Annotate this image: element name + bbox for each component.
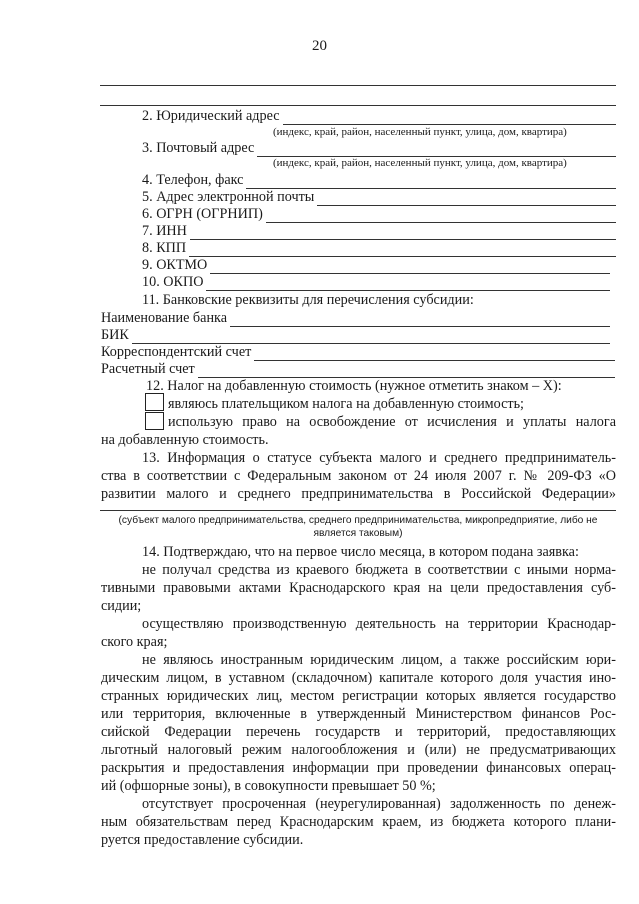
status-note-2: является таковым) <box>313 528 403 539</box>
legal-address-hint: (индекс, край, район, населенный пункт, улица, дом, квартира) <box>273 126 567 138</box>
settlement-account-label: Расчетный счет <box>101 361 195 377</box>
bik-field[interactable] <box>132 330 610 344</box>
confirm-line-4: сидии; <box>101 598 142 614</box>
email-row <box>142 189 616 206</box>
phone-fax-row <box>142 172 616 189</box>
oktmo-field[interactable] <box>210 260 610 274</box>
legal-address-row <box>142 108 616 125</box>
postal-address-row <box>142 140 616 157</box>
bank-name-field[interactable] <box>230 313 610 327</box>
vat-exempt-checkbox[interactable] <box>145 412 164 430</box>
bank-name-label: Наименование банка <box>101 310 228 326</box>
confirm-line-2: не получал средства из краевого бюджета в соответствии с иными норма- <box>142 562 616 578</box>
confirm-line-10: или территория, включенные в утвержденный Министерством финансов Рос- <box>101 706 616 722</box>
kpp-row <box>142 240 616 257</box>
confirm-line-14: ий (офшорные зоны), в совокупности превышает 50 %; <box>101 778 436 794</box>
postal-address-field[interactable] <box>257 143 616 157</box>
corr-account-row <box>101 344 615 361</box>
bik-label: БИК <box>101 327 129 343</box>
blank-line <box>100 105 616 106</box>
okpo-label: 10. ОКПО <box>142 274 204 290</box>
vat-exempt-label: использую право на освобождение от исчисления и уплаты налога <box>168 414 616 430</box>
ogrn-field[interactable] <box>266 209 616 223</box>
confirm-line-12: льготный налоговый режим налогообложения и (или) не предусматривающих <box>101 742 616 758</box>
legal-address-field[interactable] <box>283 111 616 125</box>
okpo-row <box>142 274 610 291</box>
bank-heading: 11. Банковские реквизиты для перечисления субсидии: <box>142 292 474 308</box>
confirm-line-6: ского края; <box>101 634 168 650</box>
status-field[interactable] <box>100 510 616 511</box>
ogrn-row <box>142 206 616 223</box>
oktmo-row <box>142 257 610 274</box>
kpp-field[interactable] <box>189 243 616 257</box>
phone-fax-field[interactable] <box>246 175 616 189</box>
corr-account-field[interactable] <box>254 347 615 361</box>
confirm-line-1: 14. Подтверждаю, что на первое число месяца, в котором подана заявка: <box>142 544 579 560</box>
settlement-account-row <box>101 361 615 378</box>
confirm-line-9: странных юридических лиц, местом регистрации которых является государство <box>101 688 616 704</box>
postal-address-label: 3. Почтовый адрес <box>142 140 255 156</box>
vat-exempt-label-cont: на добавленную стоимость. <box>101 432 269 448</box>
inn-field[interactable] <box>190 226 616 240</box>
inn-row <box>142 223 616 240</box>
kpp-label: 8. КПП <box>142 240 187 256</box>
bik-row <box>101 327 610 344</box>
confirm-line-3: тивными правовыми актами Краснодарского края на цели предоставления суб- <box>101 580 616 596</box>
oktmo-label: 9. ОКТМО <box>142 257 208 273</box>
ogrn-label: 6. ОГРН (ОГРНИП) <box>142 206 263 222</box>
status-line-3: развитии малого и среднего предпринимательства в Российской Федерации» <box>101 486 616 502</box>
vat-payer-checkbox[interactable] <box>145 393 164 411</box>
confirm-line-16: ным обязательствам перед Краснодарским краем, из бюджета которого плани- <box>101 814 616 830</box>
corr-account-label: Корреспондентский счет <box>101 344 252 360</box>
confirm-line-7: не являюсь иностранным юридическим лицом, а также российским юри- <box>142 652 616 668</box>
okpo-field[interactable] <box>206 277 610 291</box>
bank-name-row <box>101 310 610 327</box>
confirm-line-8: дическим лицом, в уставном (складочном) капитале которого доля участия ино- <box>101 670 616 686</box>
confirm-line-5: осуществляю производственную деятельность на территории Краснодар- <box>142 616 616 632</box>
confirm-line-11: сийской Федерации перечень государств и территорий, предоставляющих <box>101 724 616 740</box>
email-field[interactable] <box>317 192 616 206</box>
confirm-line-13: раскрытия и предоставления информации при проведении финансовых операц- <box>101 760 616 776</box>
legal-address-label: 2. Юридический адрес <box>142 108 280 124</box>
phone-fax-label: 4. Телефон, факс <box>142 172 244 188</box>
inn-label: 7. ИНН <box>142 223 187 239</box>
settlement-account-field[interactable] <box>198 364 615 378</box>
status-note-1: (субъект малого предпринимательства, среднего предпринимательства, микропредприятие, либо не <box>118 515 598 526</box>
confirm-line-17: руется предоставление субсидии. <box>101 832 304 848</box>
vat-payer-label: являюсь плательщиком налога на добавленную стоимость; <box>168 396 525 412</box>
email-label: 5. Адрес электронной почты <box>142 189 315 205</box>
blank-line <box>100 85 616 86</box>
page-number: 20 <box>312 38 327 54</box>
status-line-1: 13. Информация о статусе субъекта малого и среднего предприниматель- <box>142 450 616 466</box>
vat-heading: 12. Налог на добавленную стоимость (нужное отметить знаком – Х): <box>146 378 562 394</box>
postal-address-hint: (индекс, край, район, населенный пункт, улица, дом, квартира) <box>273 157 567 169</box>
status-line-2: ства в соответствии с Федеральным законом от 24 июля 2007 г. № 209-ФЗ «О <box>101 468 616 484</box>
confirm-line-15: отсутствует просроченная (неурегулированная) задолженность по денеж- <box>142 796 616 812</box>
